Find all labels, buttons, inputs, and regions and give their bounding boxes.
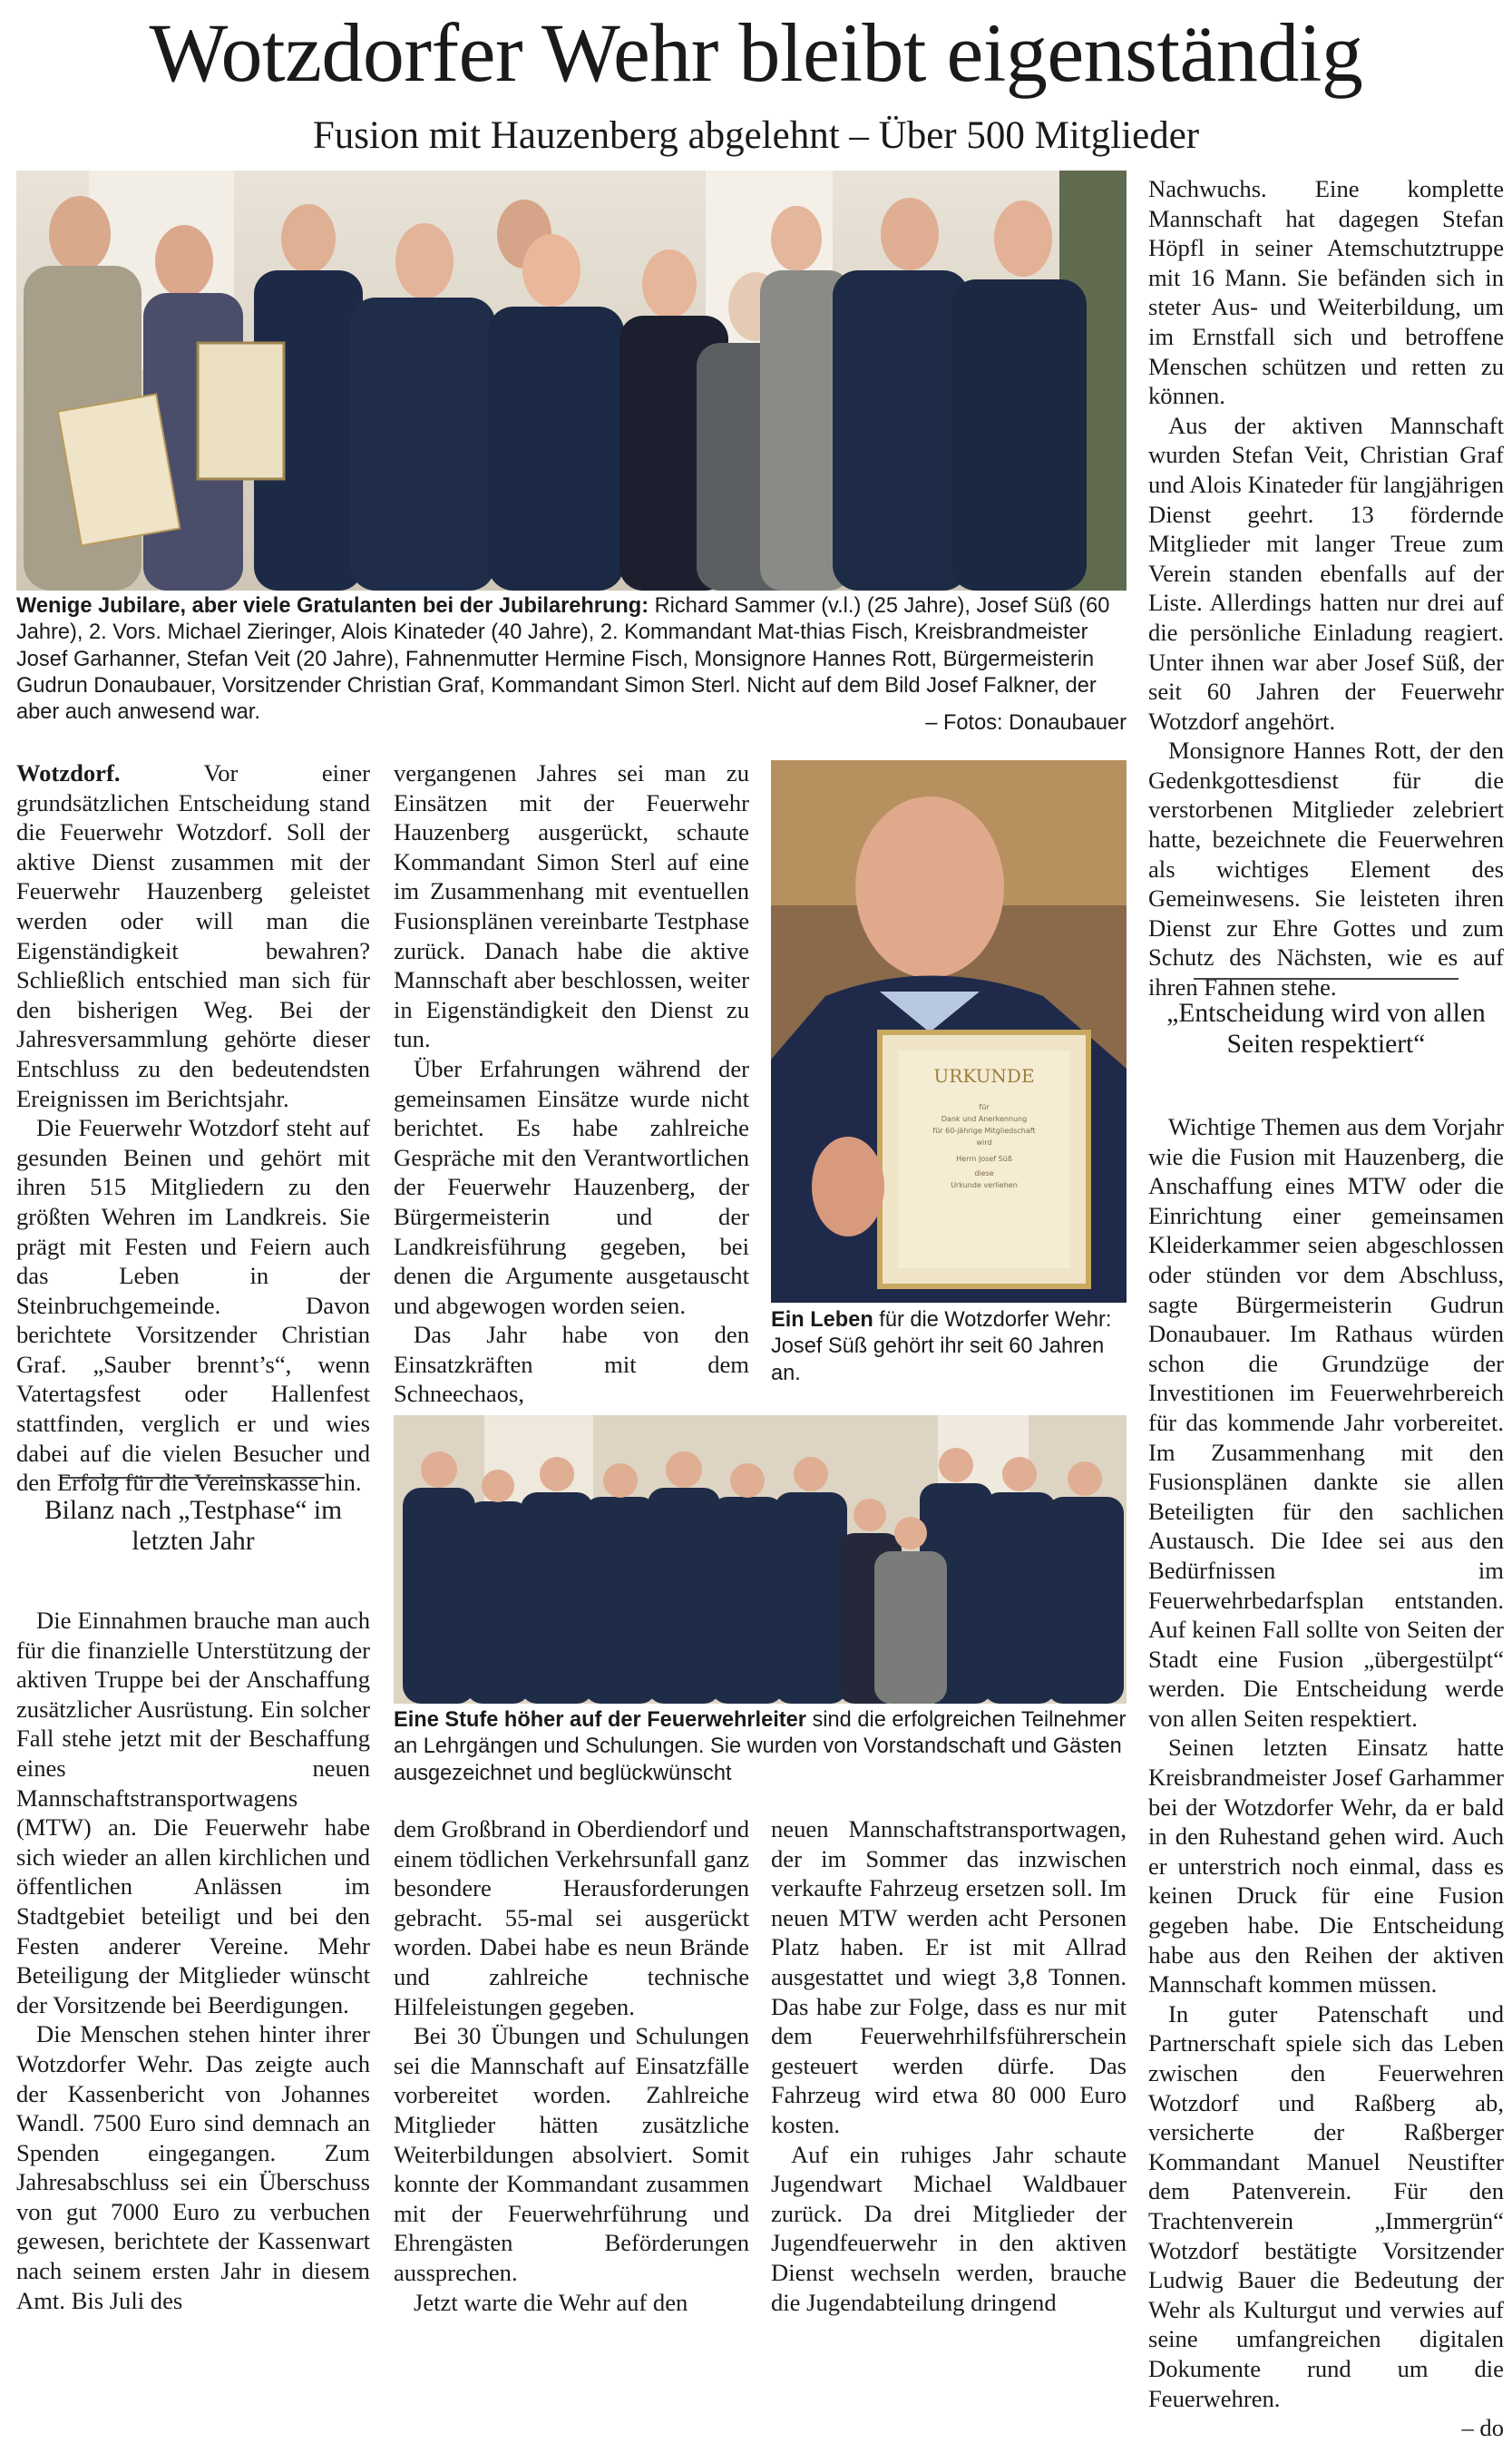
article-column-4-top bbox=[1148, 174, 1504, 1002]
article-column-1b bbox=[16, 1606, 370, 2315]
certificate-line: für 60-jährige Mitgliedschaft bbox=[932, 1127, 1036, 1135]
article-column-2-bottom bbox=[394, 1814, 749, 2317]
col2-paragraph: Jetzt warte die Wehr auf den bbox=[414, 2288, 688, 2316]
subheading-entscheidung: „Entscheidung wird von allen Seiten respektiert“ bbox=[1166, 999, 1486, 1059]
col4-paragraph: Aus der aktiven Mannschaft wurden Stefan Veit, Christian Graf und Alois Kinateder für langjährigen Dienst geehrt. 13 fördernde Mitglieder mit langer Treue zum Verein standen ebenfalls auf der Liste. Allerdings hatten nur drei auf die persönliche Einladung reagiert. Unter ihnen war aber Josef Süß, der seit 60 Jahren der Feuerwehr Wotzdorf angehört. bbox=[1148, 411, 1504, 735]
col4-paragraph: In guter Patenschaft und Partnerschaft spiele sich das Leben zwischen den Feuerwehren Wotzdorf und Raßberg ab, versicherte der Raßberger Kommandant Manuel Neustifter dem Patenverein. Für den Trachtenverein „Immergrün“ Wotzdorf bestätigte Vorsitzender Ludwig Bauer die Bedeutung der Wehr als Kulturgut und verwies auf seine umfangreichen digitalen Dokumente rund um die Feuerwehren. bbox=[1148, 1999, 1504, 2412]
col4-paragraph: Seinen letzten Einsatz hatte Kreisbrandmeister Josef Garhammer bei der Wotzdorfer Wehr, da er bald in den Ruhestand gehen wird. Auch er unterstrich noch einmal, dass es keinen Druck für eine Fusion gegeben habe. Die Entscheidung habe aus den Reihen der aktiven Mannschaft kommen müssen. bbox=[1148, 1734, 1504, 1998]
col3-paragraph: Auf ein ruhiges Jahr schaute Jugendwart Michael Waldbauer zurück. Da drei Mitglieder der Jugendfeuerwehr in den aktiven Dienst wechseln werden, brauche die Jugendabteilung dringend bbox=[771, 2140, 1127, 2316]
photo1-caption-text: Richard Sammer (v.l.) (25 Jahre), Josef Süß (60 Jahre), 2. Vors. Michael Zieringer, Alois Kinateder (40 Jahre), 2. Kommandant Mat-thias Fisch, Kreisbrandmeister Josef Garhanner, Stefan Veit (20 Jahre), Fahnenmutter Hermine Fisch, Monsignore Hannes Rott, Bürgermeisterin Gudrun Donaubauer, Vorsitzender Christian Graf, Kommandant Simon Sterl. Nicht auf dem Bild Josef Falkner, der aber auch anwesend war. bbox=[16, 594, 1110, 725]
col4-paragraph: Monsignore Hannes Rott, der den Gedenkgottesdienst für die verstorbenen Mitglieder zelebriert hatte, bezeichnete die Feuerwehren als wichtiges Element des Gemeinwesens. Sie leisteten ihren Dienst zur Ehre Gottes und zum Schutz des Nächsten, wie es auf ihren Fahnen stehe. bbox=[1148, 737, 1504, 1002]
group-photo-training bbox=[394, 1415, 1127, 1704]
subheadline: Fusion mit Hauzenberg abgelehnt – Über 500 Mitglieder bbox=[312, 114, 1200, 157]
article-column-3-bottom bbox=[771, 1814, 1127, 2317]
group-photo-jubilees bbox=[16, 171, 1127, 591]
photo1-caption-bold: Wenige Jubilare, aber viele Gratulanten bei der Jubilarehrung: bbox=[16, 594, 649, 618]
photo3-caption-text: sind die erfolgreichen Teilnehmer an Lehrgängen und Schulungen. Sie wurden von Vorstandschaft und Gästen ausgezeichnet und beglückwünscht bbox=[394, 1708, 1127, 1785]
certificate-line: diese bbox=[974, 1169, 994, 1178]
col2-paragraph: vergangenen Jahres sei man zu Einsätzen mit der Feuerwehr Hauzenberg ausgerückt, schaute Kommandant Simon Sterl auf eine im Zusammenhang mit eventuellen Fusionsplänen vereinbarte Testphase zurück. Danach habe die aktive Mannschaft aber beschlossen, weiter in Eigenständigkeit den Dienst zu tun. bbox=[394, 759, 749, 1053]
photo3-caption-bold: Eine Stufe höher auf der Feuerwehrleiter bbox=[394, 1708, 806, 1732]
certificate-line: wird bbox=[976, 1138, 992, 1147]
photo2-caption-bold: Ein Leben bbox=[771, 1308, 873, 1332]
subheading-bilanz: Bilanz nach „Testphase“ im letzten Jahr bbox=[44, 1496, 343, 1556]
certificate-line: Dank und Anerkennung bbox=[941, 1115, 1028, 1123]
photo-credit: – Fotos: Donaubauer bbox=[925, 711, 1127, 735]
col2-paragraph: dem Großbrand in Oberdiendorf und einem tödlichen Verkehrsunfall ganz besondere Herausforderungen gebracht. 55-mal sei ausgerückt worden. Dabei habe es neun Brände und zahlreiche technische Hilfeleistungen gegeben. bbox=[394, 1815, 749, 2020]
col1-paragraph: Die Feuerwehr Wotzdorf steht auf gesunden Beinen und gehört mit ihren 515 Mitgliedern zu den größten Wehren im Landkreis. Sie prägt mit Festen und Feiern auch das Leben in der Steinbruchgemeinde. Davon berichtete Vorsitzender Christian Graf. „Sauber brennt’s“, wenn Vatertagsfest oder Hallenfest stattfinden, verglich er und wies dabei auf die vielen Besucher und den Erfolg für die Vereinskasse hin. bbox=[16, 1114, 370, 1497]
certificate-line: Urkunde verliehen bbox=[951, 1181, 1018, 1189]
article-column-4-bottom bbox=[1148, 1112, 1504, 2443]
article-column-1 bbox=[16, 758, 370, 1498]
photo2-caption-text: für die Wotzdorfer Wehr: Josef Süß gehört ihr seit 60 Jahren an. bbox=[771, 1308, 1112, 1385]
certificate-line: Herrn Josef Süß bbox=[956, 1155, 1012, 1163]
photo3-caption bbox=[394, 1707, 1127, 1787]
divider bbox=[62, 1477, 325, 1479]
article-column-2-top bbox=[394, 758, 749, 1409]
col3-paragraph: neuen Mannschaftstransportwagen, der im Sommer das inzwischen verkaufte Fahrzeug ersetzen soll. Im neuen MTW werden acht Personen Platz haben. Er ist mit Allrad ausgestattet und wiegt 3,8 Tonnen. Das habe zur Folge, dass es nur mit dem Feuerwehrhilfsführerschein gesteuert werden dürfe. Das Fahrzeug wird etwa 80 000 Euro kosten. bbox=[771, 1815, 1127, 2138]
certificate-title: URKUNDE bbox=[933, 1065, 1035, 1087]
col2-paragraph: Über Erfahrungen während der gemeinsamen Einsätze wurde nicht berichtet. Es habe zahlreiche Gespräche mit den Verantwortlichen der Feuerwehr Hauzenberg, der Bürgermeisterin und der Landkreisführung gegeben, bei denen die Argumente ausgetauscht und abgewogen worden seien. bbox=[394, 1054, 749, 1319]
photo1-caption bbox=[16, 593, 1127, 726]
certificate-line: für bbox=[979, 1103, 990, 1111]
divider bbox=[1194, 978, 1458, 980]
col4-paragraph: Wichtige Themen aus dem Vorjahr wie die Fusion mit Hauzenberg, die Anschaffung eines MTW oder die Einrichtung einer gemeinsamen Kleiderkammer seien abgeschlossen oder stünden vor dem Abschluss, sagte Bürgermeisterin Gudrun Donaubauer. Im Rathaus würden schon die Grundzüge der Investitionen im Feuerwehrbereich für das kommende Jahr vorbereitet. Im Zusammenhang mit den Fusionsplänen dankte sie allen Beteiligten für den sachlichen Austausch. Die Idee sei aus den Bedürfnissen im Feuerwehrbedarfsplan entstanden. Auf keinen Fall sollte von Seiten der Stadt eine Fusion „übergestülpt“ werden. Die Entscheidung werde von allen Seiten respektiert. bbox=[1148, 1113, 1504, 1732]
col1-paragraph: Die Menschen stehen hinter ihrer Wotzdorfer Wehr. Das zeigte auch der Kassenbericht von Johannes Wandl. 7500 Euro sind demnach an Spenden eingegangen. Zum Jahresabschluss sei ein Überschuss von gut 7000 Euro zu verbuchen gewesen, berichtete der Kassenwart nach seinem ersten Jahr in diesem Amt. Bis Juli des bbox=[16, 2020, 370, 2314]
col1-paragraph: Wotzdorf. Vor einer grundsätzlichen Entscheidung stand die Feuerwehr Wotzdorf. Soll der aktive Dienst zusammen mit der Feuerwehr Hauzenberg geleistet werden oder will man die Eigenständigkeit bewahren? Schließlich entschied man sich für den bisherigen Weg. Bei der Jahresversammlung gehörte dieser Entschluss zu den bedeutendsten Ereignissen im Berichtsjahr. bbox=[16, 759, 370, 1112]
portrait-photo-josef-suess bbox=[771, 760, 1127, 1303]
col2-paragraph: Bei 30 Übungen und Schulungen sei die Mannschaft auf Einsatzfälle vorbereitet worden. Zahlreiche Mitglieder hätten zusätzliche Weiterbildungen absolviert. Somit konnte der Kommandant zusammen mit der Feuerwehrführung und Ehrengästen Beförderungen aussprechen. bbox=[394, 2022, 749, 2286]
dateline: Wotzdorf. bbox=[16, 759, 121, 787]
headline: Wotzdorfer Wehr bleibt eigenständig bbox=[149, 6, 1363, 99]
col4-paragraph: Nachwuchs. Eine komplette Mannschaft hat dagegen Stefan Höpfl in seiner Atemschutztruppe mit 16 Mann. Sie befänden sich in steter Aus- und Weiterbildung, um im Ernstfall sich und betroffene Menschen schützen und retten zu können. bbox=[1148, 175, 1504, 410]
photo2-caption bbox=[771, 1307, 1127, 1387]
author-signoff: – do bbox=[1461, 2414, 1504, 2442]
col1-paragraph: Die Einnahmen brauche man auch für die finanzielle Unterstützung der aktiven Truppe bei der Anschaffung zusätzlicher Ausrüstung. Ein solcher Fall stehe jetzt mit der Beschaffung eines neuen Mannschaftstransportwagens (MTW) an. Die Feuerwehr habe sich wieder an allen kirchlichen und öffentlichen Anlässen im Stadtgebiet beteiligt und bei den Festen anderer Vereine. Mehr Beteiligung der Mitglieder wünscht der Vorsitzende bei Beerdigungen. bbox=[16, 1607, 370, 2018]
col2-paragraph: Das Jahr habe von den Einsatzkräften mit dem Schneechaos, bbox=[394, 1321, 749, 1408]
